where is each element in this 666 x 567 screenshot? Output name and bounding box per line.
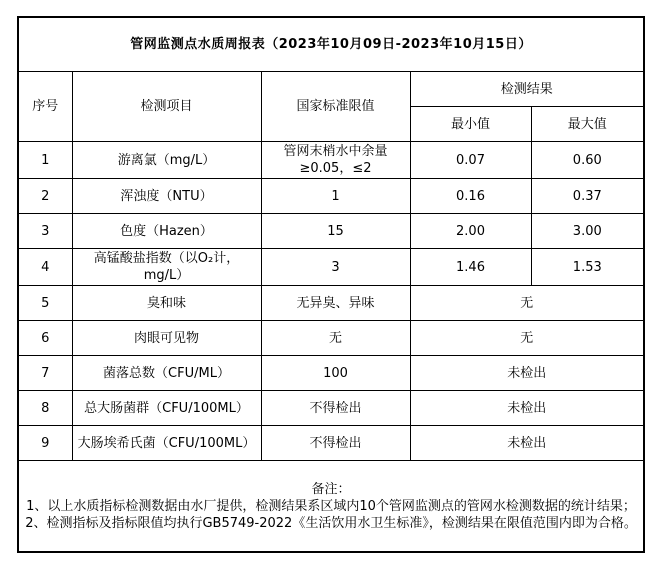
cell-standard: 3 [261, 249, 410, 286]
cell-standard: 无异臭、异味 [261, 286, 410, 321]
cell-no: 6 [18, 321, 72, 356]
cell-max: 0.37 [531, 179, 644, 214]
cell-no: 1 [18, 142, 72, 179]
cell-standard: 无 [261, 321, 410, 356]
cell-standard: 15 [261, 214, 410, 249]
header-row-main [18, 72, 644, 107]
cell-standard: 不得检出 [261, 426, 410, 461]
table-row-8 [18, 391, 644, 426]
cell-no: 3 [18, 214, 72, 249]
notes-line-1: 1、以上水质指标检测数据由水厂提供，检测结果系区域内10个管网监测点的管网水检测数据的统计结果； [26, 498, 636, 514]
table-row-4 [18, 249, 644, 286]
cell-item: 大肠埃希氏菌（CFU/100ML） [72, 426, 261, 461]
cell-standard: 1 [261, 179, 410, 214]
col-header-max: 最大值 [531, 107, 644, 142]
cell-no: 5 [18, 286, 72, 321]
cell-no: 8 [18, 391, 72, 426]
cell-result: 未检出 [410, 356, 644, 391]
notes-section [18, 461, 644, 553]
report-title: 管网监测点水质周报表（2023年10月09日-2023年10月15日） [18, 17, 644, 72]
notes-line-2: 2、检测指标及指标限值均执行GB5749-2022《生活饮用水卫生标准》，检测结果在限值范围内即为合格。 [25, 515, 637, 531]
cell-max: 3.00 [531, 214, 644, 249]
table-row-3 [18, 214, 644, 249]
cell-min: 0.16 [410, 179, 531, 214]
cell-result: 无 [410, 321, 644, 356]
table-row-5 [18, 286, 644, 321]
cell-min: 1.46 [410, 249, 531, 286]
col-header-min: 最小值 [410, 107, 531, 142]
notes-label: 备注： [311, 481, 351, 497]
col-header-no: 序号 [18, 72, 72, 142]
cell-item: 臭和味 [72, 286, 261, 321]
table-row-2 [18, 179, 644, 214]
cell-min: 2.00 [410, 214, 531, 249]
cell-result: 未检出 [410, 391, 644, 426]
table-row-9 [18, 426, 644, 461]
cell-no: 9 [18, 426, 72, 461]
cell-standard: 100 [261, 356, 410, 391]
col-header-result: 检测结果 [410, 72, 644, 107]
table-row-1 [18, 142, 644, 179]
report-table [17, 16, 645, 553]
cell-item: 总大肠菌群（CFU/100ML） [72, 391, 261, 426]
cell-standard: 不得检出 [261, 391, 410, 426]
cell-max: 1.53 [531, 249, 644, 286]
cell-no: 7 [18, 356, 72, 391]
cell-item: 高锰酸盐指数（以O₂计，mg/L） [72, 249, 261, 286]
cell-item: 游离氯（mg/L） [72, 142, 261, 179]
cell-standard: 管网末梢水中余量≥0.05，≤2 [261, 142, 410, 179]
table-row-7 [18, 356, 644, 391]
cell-no: 4 [18, 249, 72, 286]
cell-result: 无 [410, 286, 644, 321]
cell-item: 色度（Hazen） [72, 214, 261, 249]
cell-min: 0.07 [410, 142, 531, 179]
cell-item: 肉眼可见物 [72, 321, 261, 356]
water-quality-report [17, 16, 645, 553]
col-header-item: 检测项目 [72, 72, 261, 142]
col-header-standard: 国家标准限值 [261, 72, 410, 142]
title-row [18, 17, 644, 72]
cell-item: 菌落总数（CFU/ML） [72, 356, 261, 391]
cell-item: 浑浊度（NTU） [72, 179, 261, 214]
cell-result: 未检出 [410, 426, 644, 461]
cell-max: 0.60 [531, 142, 644, 179]
notes-row [18, 461, 644, 553]
cell-no: 2 [18, 179, 72, 214]
table-row-6 [18, 321, 644, 356]
